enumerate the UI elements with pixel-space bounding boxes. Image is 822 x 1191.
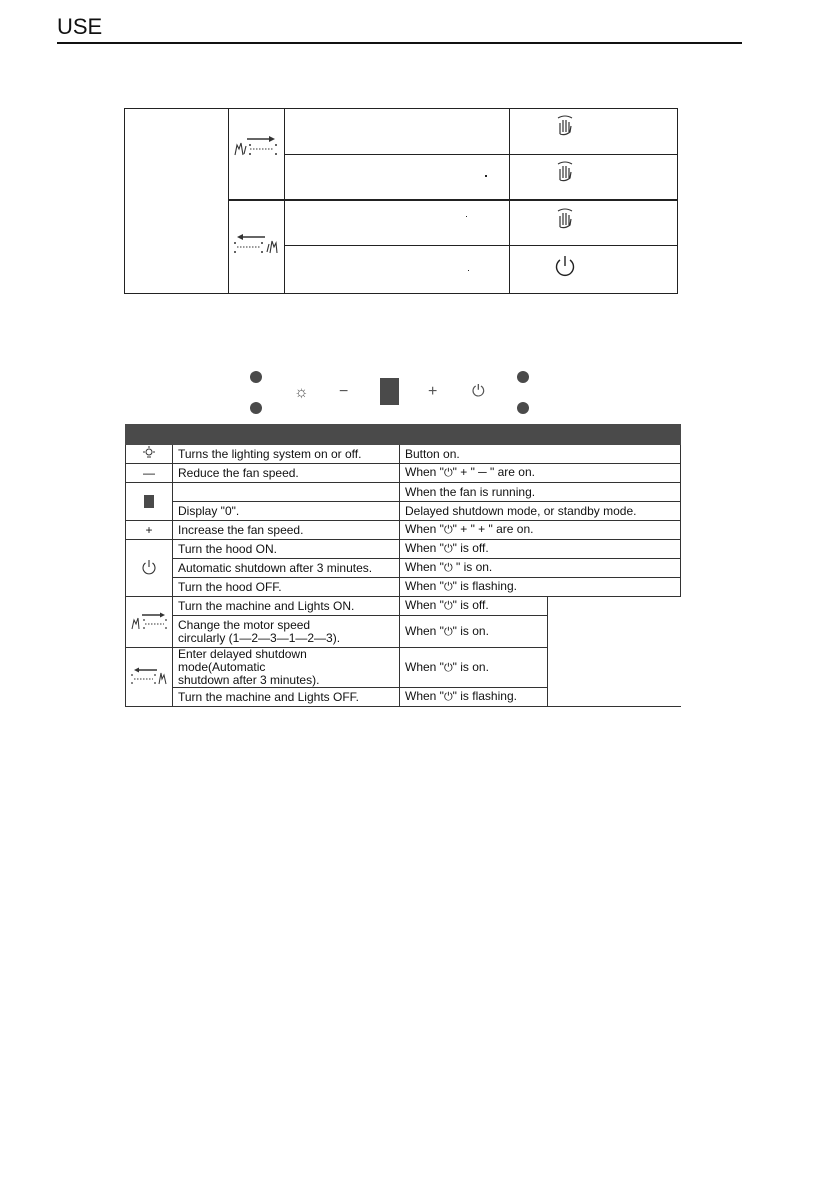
condition-text: When ": [405, 659, 444, 674]
power-icon: ⏻: [443, 691, 453, 703]
power-icon: [554, 254, 576, 278]
condition-text: " + " ─ " are on.: [452, 465, 535, 479]
power-icon: ⏻: [443, 661, 453, 674]
table-row: [126, 578, 681, 597]
text-mark: [468, 270, 469, 271]
hand-wave-icon: [555, 114, 575, 136]
swipe-right-icon: [126, 597, 173, 648]
text-mark: [466, 216, 467, 217]
header-rule: [57, 42, 742, 44]
gesture-table-divider: [284, 245, 677, 246]
function-text: circularly (1—2—3—1—2—3).: [178, 630, 341, 645]
condition-text: " is on.: [452, 659, 489, 674]
function-cell: Reduce the fan speed.: [173, 464, 400, 483]
table-header: [126, 425, 681, 445]
condition-text: " + " + " are on.: [452, 522, 534, 536]
condition-text: " is on.: [452, 560, 493, 574]
panel-indicator-dot: [250, 371, 262, 383]
condition-cell: [400, 648, 548, 688]
display-icon: [126, 483, 173, 521]
table-row: [126, 597, 681, 616]
gesture-table-divider: [228, 199, 677, 201]
condition-text: " is on.: [452, 623, 489, 638]
light-button[interactable]: ☼: [294, 384, 309, 401]
condition-cell: [400, 540, 681, 559]
table-row: [126, 521, 681, 540]
power-icon: ⏻: [443, 543, 453, 555]
hand-wave-icon: [555, 207, 575, 229]
condition-cell: [400, 688, 548, 707]
page-title: USE: [57, 14, 103, 39]
function-cell: Turn the hood OFF.: [173, 578, 400, 597]
plus-icon: +: [126, 521, 173, 540]
power-icon: ⏻: [443, 562, 453, 574]
swipe-right-icon: [231, 133, 281, 159]
function-text: Enter delayed shutdown mode(Automatic: [178, 647, 307, 674]
minus-icon: —: [126, 464, 173, 483]
hand-wave-icon: [555, 160, 575, 182]
function-table: [125, 424, 681, 707]
table-row: [126, 464, 681, 483]
function-cell: Turns the lighting system on or off.: [173, 445, 400, 464]
condition-cell: [400, 616, 548, 648]
gesture-table-divider: [284, 109, 285, 293]
empty-cell: [548, 597, 681, 707]
condition-cell: When the fan is running.: [400, 483, 681, 502]
minus-button[interactable]: −: [339, 383, 349, 400]
function-cell: Display "0".: [173, 502, 400, 521]
table-row: [126, 483, 681, 502]
gesture-table: [124, 108, 678, 294]
condition-text: When ": [405, 522, 444, 536]
panel-indicator-dot: [517, 371, 529, 383]
function-cell: Turn the machine and Lights OFF.: [173, 688, 400, 707]
swipe-left-icon: [231, 231, 281, 257]
function-text: shutdown after 3 minutes).: [178, 673, 320, 687]
condition-text: " is flashing.: [452, 689, 517, 703]
function-cell: Turn the machine and Lights ON.: [173, 597, 400, 616]
power-icon: ⏻: [443, 581, 453, 593]
condition-cell: [400, 464, 681, 483]
condition-text: " is off.: [452, 541, 489, 555]
condition-text: " is flashing.: [452, 579, 517, 593]
condition-text: When ": [405, 598, 444, 612]
gesture-table-divider: [509, 109, 510, 293]
panel-indicator-dot: [250, 402, 262, 414]
function-cell: [173, 648, 400, 688]
function-cell: Increase the fan speed.: [173, 521, 400, 540]
function-cell: Automatic shutdown after 3 minutes.: [173, 559, 400, 578]
power-icon: ⏻: [443, 625, 453, 638]
condition-cell: [400, 578, 681, 597]
table-row: [126, 559, 681, 578]
power-button[interactable]: ⏻: [472, 383, 485, 400]
condition-cell: [400, 559, 681, 578]
gesture-table-divider: [284, 154, 677, 155]
table-row: [126, 445, 681, 464]
condition-text: When ": [405, 689, 444, 703]
condition-cell: [400, 597, 548, 616]
power-icon: [126, 540, 173, 597]
condition-text: When ": [405, 579, 444, 593]
condition-cell: Button on.: [400, 445, 681, 464]
table-row: [126, 502, 681, 521]
condition-cell: [400, 521, 681, 540]
condition-text: When ": [405, 541, 444, 555]
power-icon: ⏻: [443, 467, 453, 479]
function-cell: [173, 616, 400, 648]
light-icon: [126, 445, 173, 464]
condition-text: " is off.: [452, 598, 489, 612]
plus-button[interactable]: +: [428, 383, 438, 400]
table-row: [126, 540, 681, 559]
power-icon: ⏻: [443, 600, 453, 612]
swipe-left-icon: [126, 648, 173, 707]
panel-indicator-dot: [517, 402, 529, 414]
gesture-table-divider: [228, 109, 229, 293]
condition-text: When ": [405, 465, 444, 479]
condition-text: When ": [405, 623, 444, 638]
text-mark: [485, 175, 487, 177]
condition-cell: Delayed shutdown mode, or standby mode.: [400, 502, 681, 521]
power-icon: ⏻: [443, 524, 453, 536]
function-text: Change the motor speed: [178, 617, 311, 632]
speed-display: [380, 378, 399, 405]
condition-text: When ": [405, 560, 444, 574]
function-cell: [173, 483, 400, 502]
function-cell: Turn the hood ON.: [173, 540, 400, 559]
